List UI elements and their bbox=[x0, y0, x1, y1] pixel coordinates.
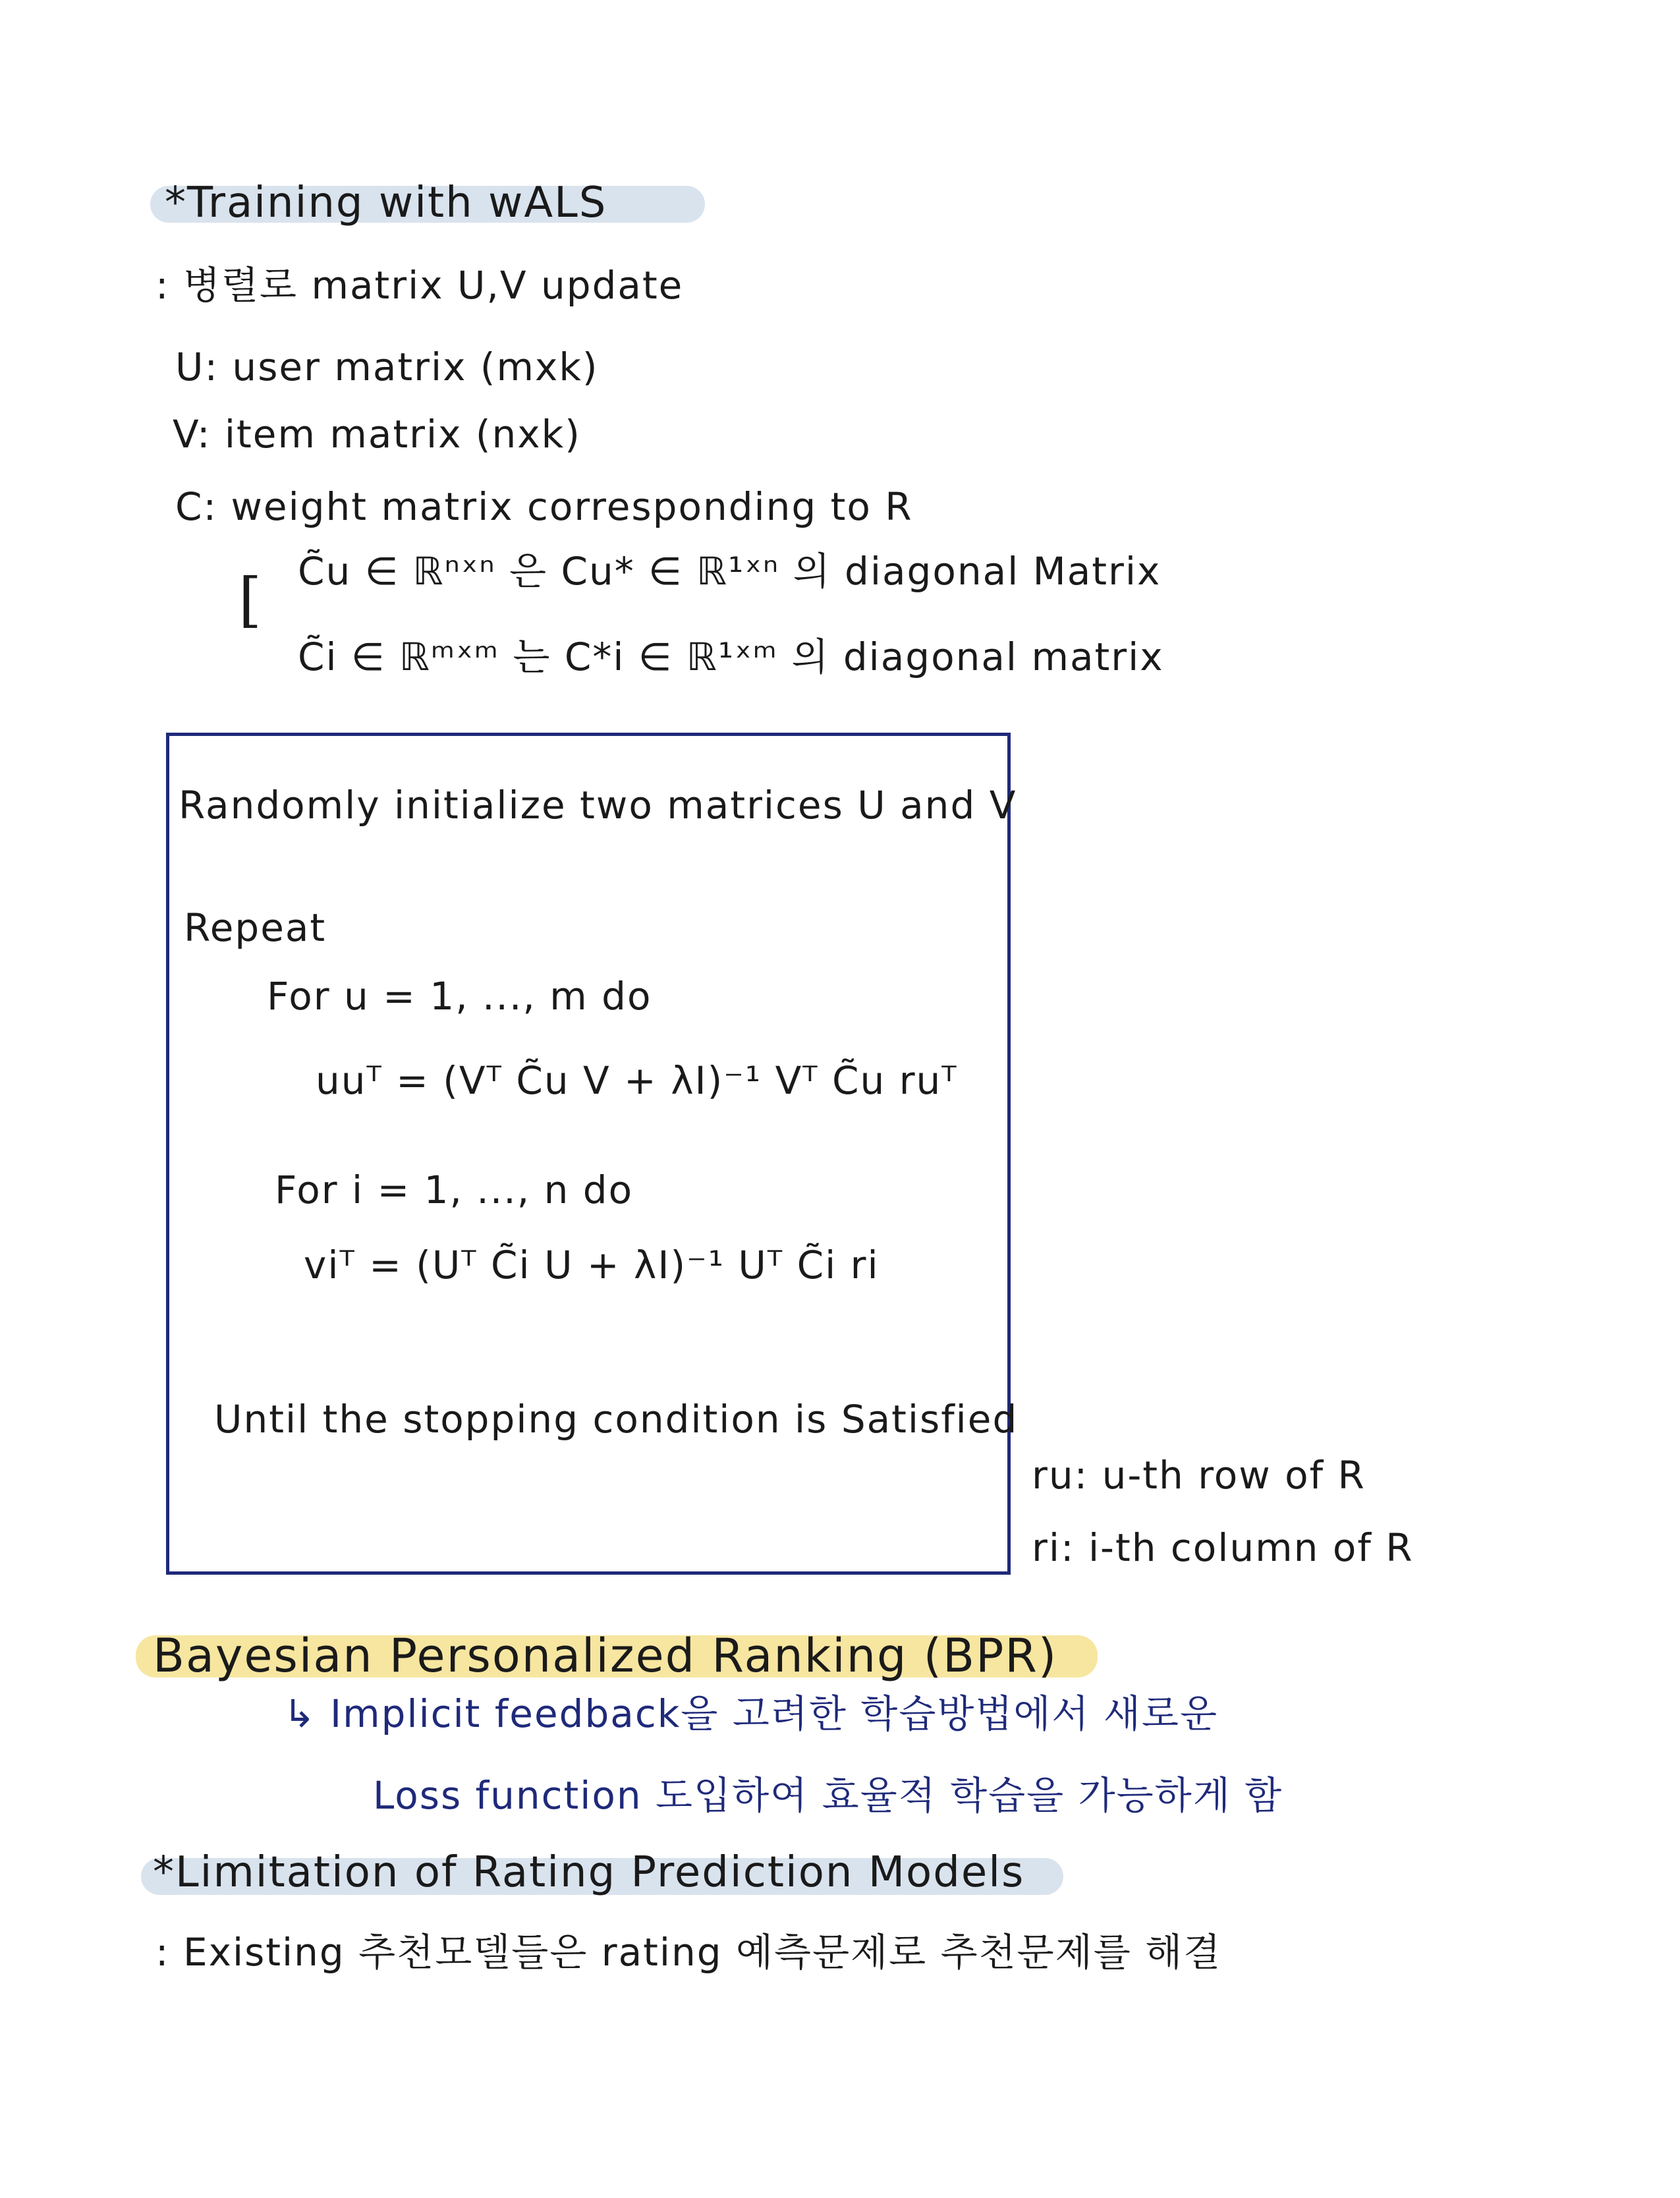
algo-for-i-line: For i = 1, ..., n do bbox=[275, 1168, 634, 1212]
note-ru: ru: u-th row of R bbox=[1032, 1453, 1366, 1498]
limitation-description: : Existing 추천모델들은 rating 예측문제로 추천문제를 해결 bbox=[155, 1930, 1222, 1975]
bracket-symbol: [ bbox=[238, 565, 262, 634]
algo-until-line: Until the stopping condition is Satisfied bbox=[214, 1397, 1019, 1442]
v-definition: V: item matrix (nxk) bbox=[173, 412, 581, 457]
algo-repeat-line: Repeat bbox=[184, 905, 327, 950]
bpr-description-line2: Loss function 도입하여 효율적 학습을 가능하게 함 bbox=[373, 1773, 1283, 1818]
algorithm-box bbox=[166, 733, 1019, 1575]
ci-definition: C̃i ∈ ℝᵐˣᵐ 는 C*i ∈ ℝ¹ˣᵐ 의 diagonal matrix bbox=[298, 634, 1164, 679]
section-heading-limitation: *Limitation of Rating Prediction Models bbox=[153, 1848, 1025, 1897]
bpr-description-line1: ↳ Implicit feedback을 고려한 학습방법에서 새로운 bbox=[283, 1691, 1218, 1736]
section-heading-bpr: Bayesian Personalized Ranking (BPR) bbox=[153, 1629, 1058, 1683]
note-ri: ri: i-th column of R bbox=[1032, 1525, 1414, 1570]
section-heading-wals: *Training with wALS bbox=[165, 179, 607, 227]
algo-update-u-line: uuᵀ = (Vᵀ C̃u V + λI)⁻¹ Vᵀ C̃u ruᵀ bbox=[316, 1058, 958, 1103]
wals-description: : 병렬로 matrix U,V update bbox=[155, 263, 684, 308]
algo-for-u-line: For u = 1, ..., m do bbox=[267, 974, 652, 1019]
c-definition: C: weight matrix corresponding to R bbox=[175, 484, 913, 529]
cu-definition: C̃u ∈ ℝⁿˣⁿ 은 Cu* ∈ ℝ¹ˣⁿ 의 diagonal Matrix bbox=[298, 549, 1162, 594]
algo-update-i-line: viᵀ = (Uᵀ C̃i U + λI)⁻¹ Uᵀ C̃i ri bbox=[304, 1243, 880, 1287]
algo-init-line: Randomly initialize two matrices U and V bbox=[179, 783, 1017, 828]
u-definition: U: user matrix (mxk) bbox=[175, 345, 599, 389]
